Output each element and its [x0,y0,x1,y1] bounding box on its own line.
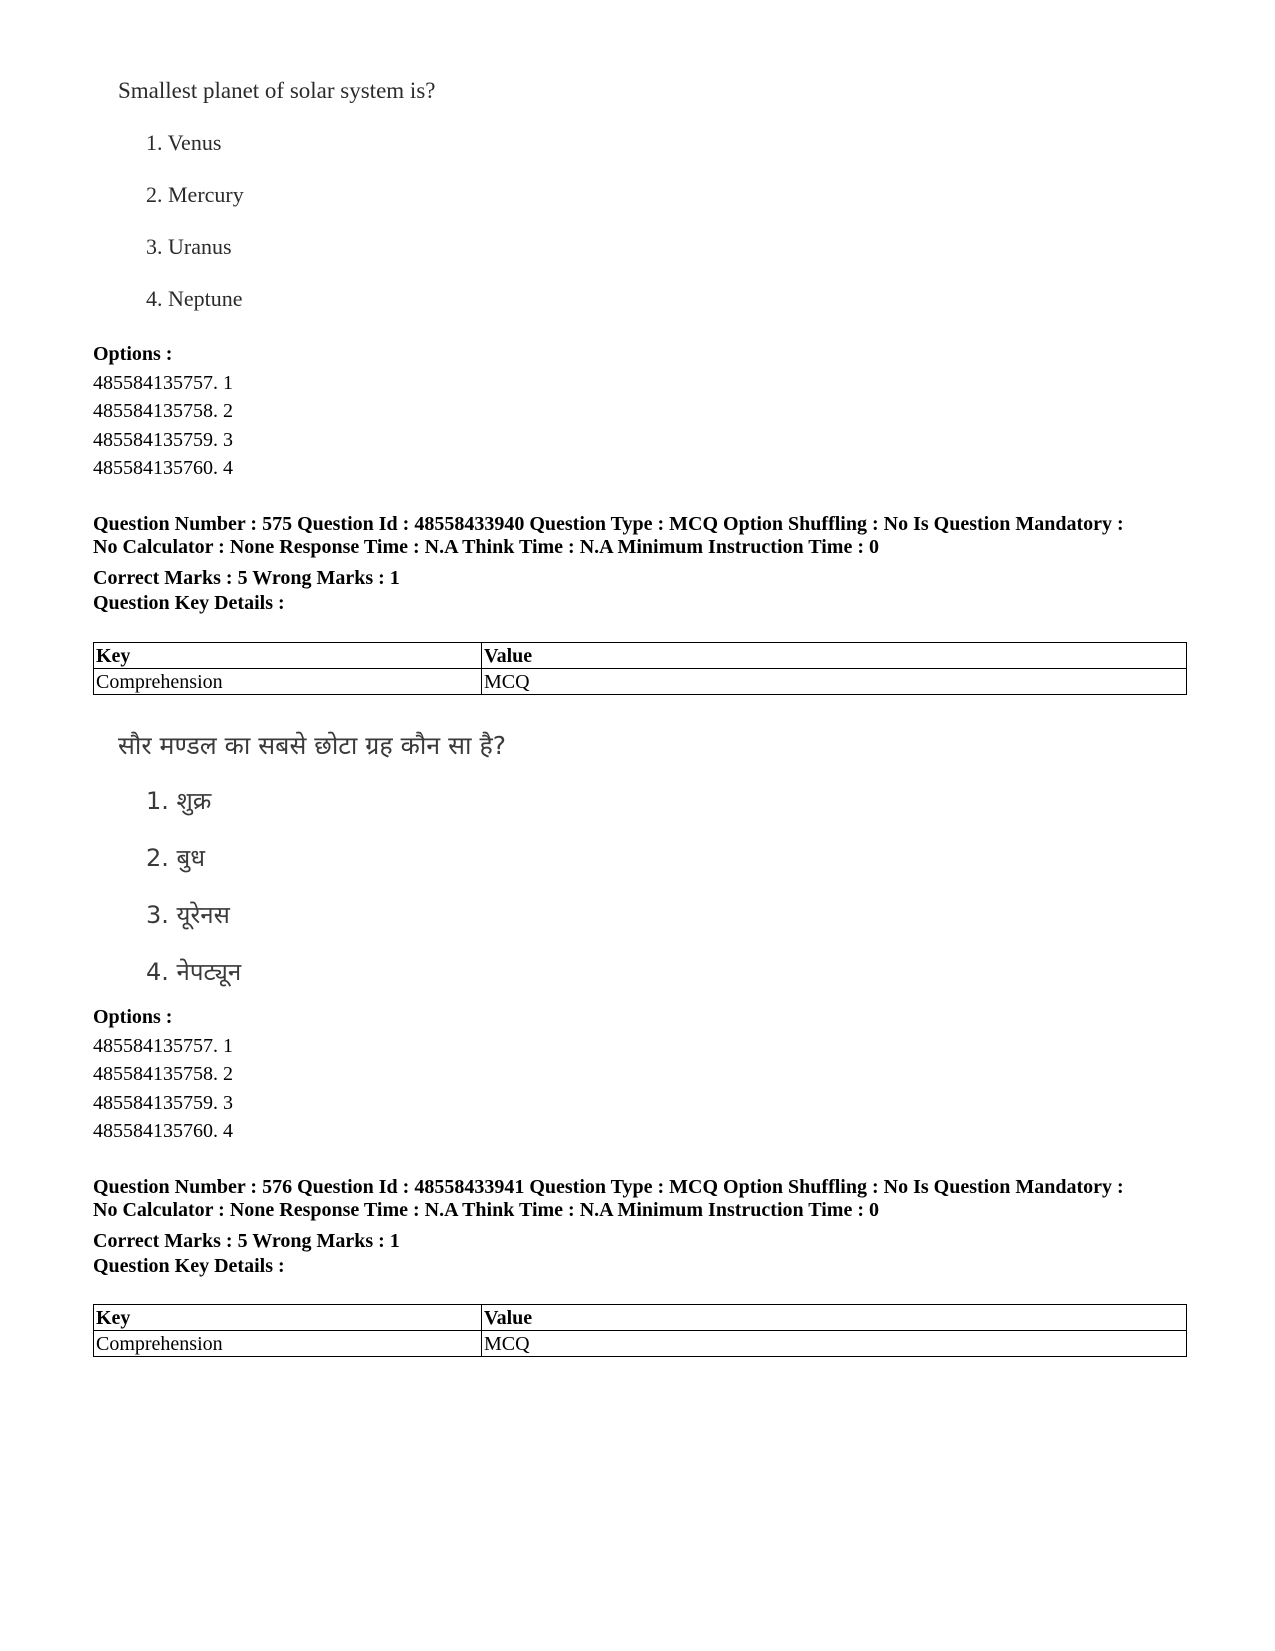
question-option: 2. बुध [146,844,205,872]
options-heading: Options : [93,1006,173,1028]
question-image-hindi [92,728,506,986]
question-option: 1. Venus [146,130,222,155]
option-id: 485584135759. 3 [93,428,233,451]
question-option: 3. Uranus [146,234,232,259]
key-details-label: Question Key Details : [93,592,285,614]
question-meta-line: Question Number : 575 Question Id : 48558433940 Question Type : MCQ Option Shuffling : No Is Question Mandatory : [93,513,1124,535]
table-cell-key: Comprehension [94,1331,482,1357]
table-cell-key: Comprehension [94,669,482,695]
key-details-label: Question Key Details : [93,1255,285,1277]
option-id: 485584135760. 4 [93,457,233,479]
table-header-value: Value [482,643,1187,669]
table-cell-value: MCQ [482,1331,1187,1357]
marks-line: Correct Marks : 5 Wrong Marks : 1 [93,1230,400,1252]
option-id: 485584135758. 2 [93,1063,233,1085]
question-meta [93,513,1193,615]
question-option: 4. नेपट्यून [146,958,242,986]
table-header-row [94,1305,1187,1331]
options-list [93,1003,233,1146]
question-image-english [92,78,436,311]
question-option: 4. Neptune [146,286,243,311]
question-meta-line: No Calculator : None Response Time : N.A Think Time : N.A Minimum Instruction Time : 0 [93,1199,879,1221]
option-id: 485584135757. 1 [93,1034,233,1057]
question-option: 1. शुक्र [146,787,212,815]
question-text: Smallest planet of solar system is? [118,78,436,103]
question-meta [93,1176,1193,1278]
options-list [93,340,233,483]
question-text: सौर मण्डल का सबसे छोटा ग्रह कौन सा है? [118,731,506,760]
option-id: 485584135760. 4 [93,1120,233,1142]
table-header-value: Value [482,1305,1187,1331]
option-id: 485584135758. 2 [93,400,233,422]
marks-line: Correct Marks : 5 Wrong Marks : 1 [93,567,400,589]
options-heading: Options : [93,343,173,365]
table-cell-value: MCQ [482,669,1187,695]
question-option: 2. Mercury [146,182,244,207]
table-row [94,669,1187,695]
key-details-table [93,642,1187,695]
option-id: 485584135759. 3 [93,1091,233,1114]
table-header-row [94,643,1187,669]
question-option: 3. यूरेनस [146,901,230,929]
table-header-key: Key [94,643,482,669]
question-meta-line: No Calculator : None Response Time : N.A Think Time : N.A Minimum Instruction Time : 0 [93,536,879,558]
option-id: 485584135757. 1 [93,371,233,394]
table-row [94,1331,1187,1357]
key-details-table [93,1304,1187,1357]
question-meta-line: Question Number : 576 Question Id : 48558433941 Question Type : MCQ Option Shuffling : No Is Question Mandatory : [93,1176,1124,1198]
table-header-key: Key [94,1305,482,1331]
